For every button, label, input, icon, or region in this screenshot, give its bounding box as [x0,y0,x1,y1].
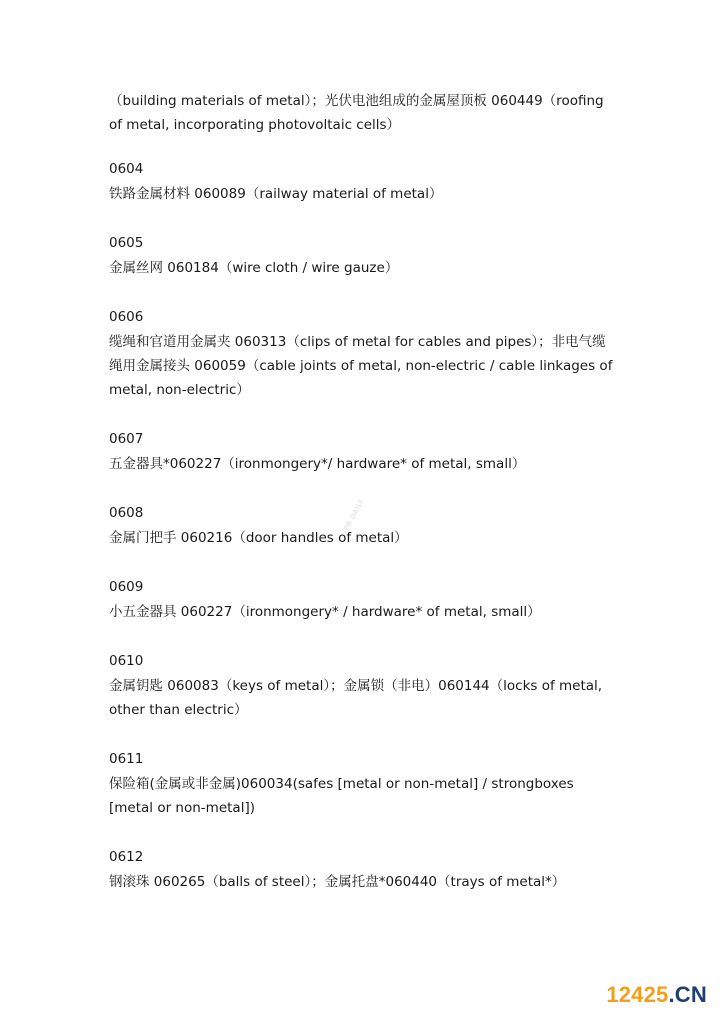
section-text: 金属丝网 060184（wire cloth / wire gauze） [109,260,399,276]
section-code: 0612 [109,849,144,865]
section-code: 0608 [109,505,144,521]
section-text: 铁路金属材料 060089（railway material of metal） [109,186,443,202]
section-code: 0604 [109,161,144,177]
brand-number: 12425 [606,982,669,1007]
section-text: 钢滚珠 060265（balls of steel）；金属托盘*060440（trays of metal*） [109,874,566,890]
section-text: 五金器具*060227（ironmongery*/ hardware* of metal, small） [109,456,526,472]
center-watermark: IPR DAILY [341,497,366,535]
section-code: 0610 [109,653,144,669]
section-0607 [109,427,614,476]
section-text: 金属钥匙 060083（keys of metal）；金属锁（非电）060144（locks of metal, other than electric） [109,678,603,718]
intro-paragraph: （building materials of metal）；光伏电池组成的金属屋顶板 060449（roofing of metal, incorporating photovoltaic cells） [109,93,604,133]
section-0609 [109,575,614,624]
section-text: 金属门把手 060216（door handles of metal） [109,530,408,546]
section-0611 [109,747,614,820]
section-code: 0606 [109,309,144,325]
brand-domain: .CN [668,982,707,1007]
section-code: 0605 [109,235,144,251]
section-0605 [109,231,614,280]
section-text: 小五金器具 060227（ironmongery* / hardware* of metal, small） [109,604,541,620]
brand-watermark [606,982,707,1008]
section-text: 缆绳和官道用金属夹 060313（clips of metal for cables and pipes）；非电气缆绳用金属接头 060059（cable joints of metal, non-electric / cable linkages of metal, non-electric） [109,334,613,398]
section-text: 保险箱(金属或非金属)060034(safes [metal or non-metal] / strongboxes [metal or non-metal]) [109,776,574,816]
section-0604 [109,157,614,206]
section-0606 [109,305,614,402]
section-code: 0611 [109,751,144,767]
section-code: 0609 [109,579,144,595]
section-code: 0607 [109,431,144,447]
section-0612 [109,845,614,894]
section-0610 [109,649,614,722]
